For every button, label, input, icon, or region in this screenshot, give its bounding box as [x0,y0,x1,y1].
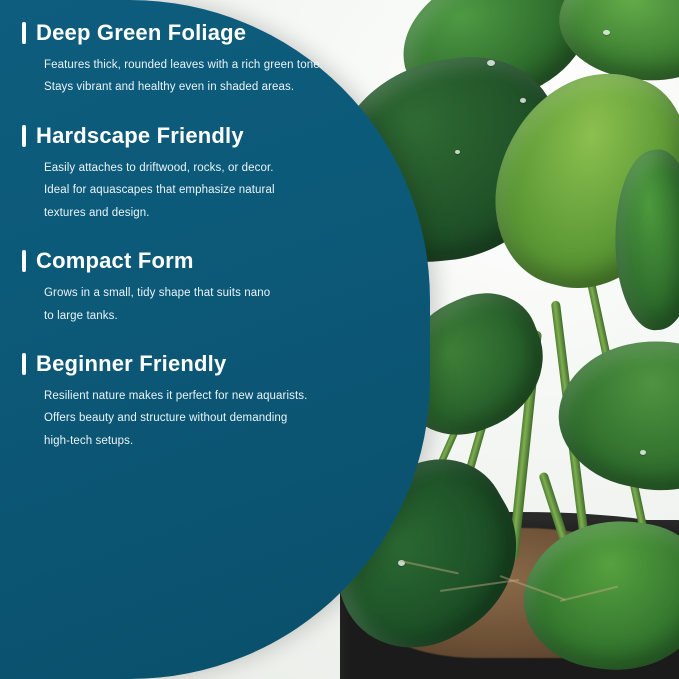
feature-description [22,282,330,327]
feature-heading [22,250,330,272]
accent-bar-icon [22,250,26,272]
water-droplet [640,450,646,455]
feature-item [22,122,330,224]
water-droplet [455,150,460,154]
feature-line: Ideal for aquascapes that emphasize natural [44,184,275,197]
water-droplet [520,98,526,103]
feature-line: Resilient nature makes it perfect for new aquarists. [44,389,308,402]
feature-line: Stays vibrant and healthy even in shaded areas. [44,81,295,94]
feature-line: high-tech setups. [44,434,134,447]
feature-item [22,250,330,327]
feature-line: textures and design. [44,206,150,219]
water-droplet [487,60,495,66]
feature-heading [22,350,330,376]
feature-list [0,0,330,679]
feature-title: Deep Green Foliage [36,20,247,45]
feature-line: Easily attaches to driftwood, rocks, or decor. [44,161,274,174]
feature-title: Hardscape Friendly [36,122,244,148]
accent-bar-icon [22,125,26,147]
feature-item [22,22,330,99]
feature-line: Offers beauty and structure without demanding [44,412,288,425]
feature-title: Compact Form [36,248,194,274]
feature-heading [22,122,330,148]
accent-bar-icon [22,22,26,44]
feature-description [22,157,330,224]
feature-title: Beginner Friendly [36,350,227,376]
feature-line: Features thick, rounded leaves with a rich green tone. [44,59,323,71]
feature-line: Grows in a small, tidy shape that suits nano [44,287,271,300]
feature-item [22,350,330,452]
feature-description [22,54,330,99]
feature-heading [22,22,330,44]
water-droplet [603,30,610,35]
accent-bar-icon [22,353,26,375]
feature-description [22,385,330,452]
feature-line: to large tanks. [44,309,118,322]
